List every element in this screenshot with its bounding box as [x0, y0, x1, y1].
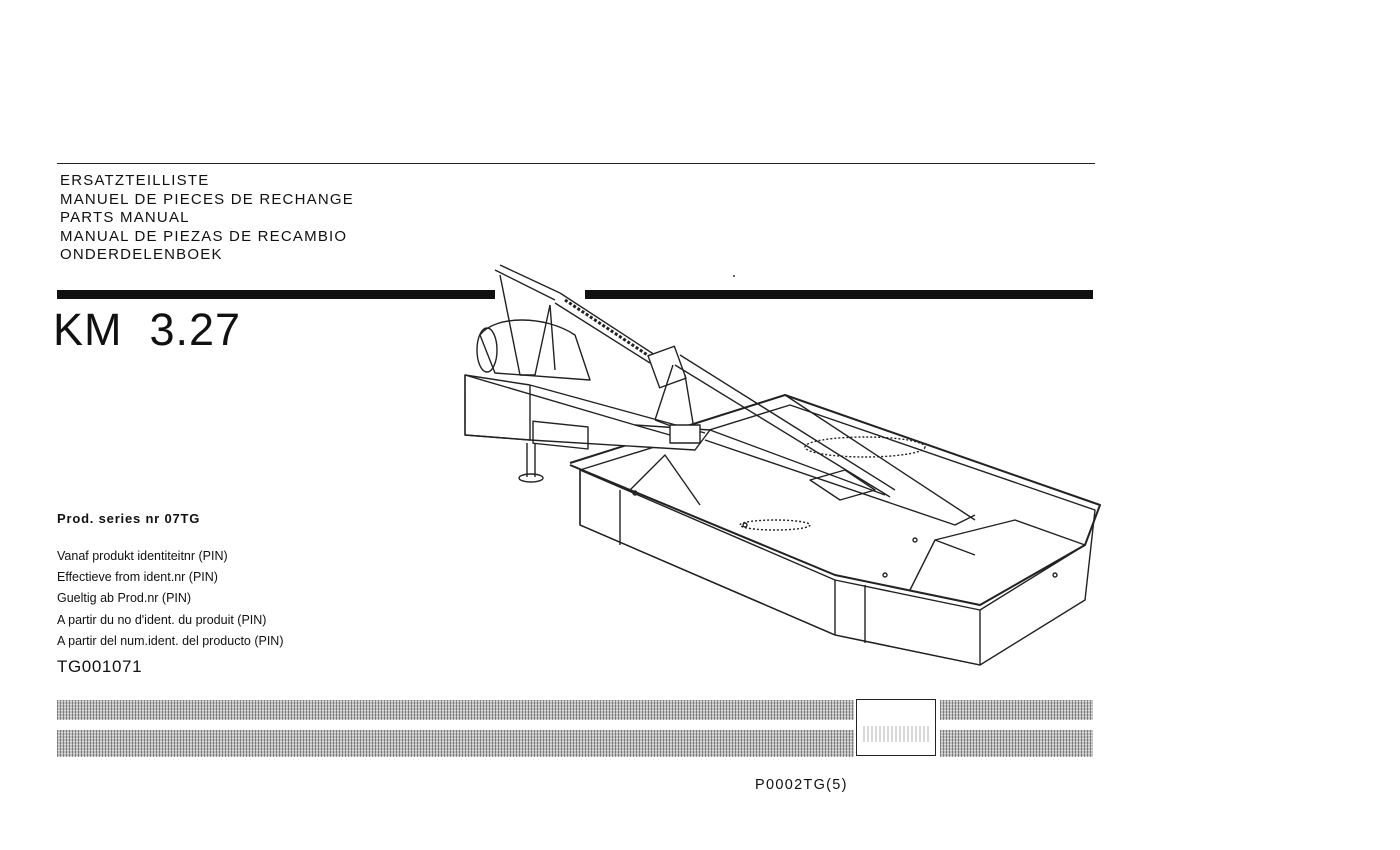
disc-mower-illustration-icon	[455, 255, 1105, 675]
title-line-de: ERSATZTEILLISTE	[60, 172, 210, 189]
logo-stamp-box	[856, 699, 936, 756]
halftone-band	[940, 700, 1093, 720]
pin-line-nl: Vanaf produkt identiteitnr (PIN)	[57, 549, 228, 563]
title-line-fr: MANUEL DE PIECES DE RECHANGE	[60, 190, 354, 208]
pin-code: TG001071	[57, 657, 143, 676]
pin-line-fr: A partir du no d'ident. du produit (PIN)	[57, 612, 267, 627]
pin-line-de: Gueltig ab Prod.nr (PIN)	[57, 591, 192, 606]
model-number: KM 3.27	[53, 304, 242, 355]
halftone-band	[57, 730, 854, 757]
top-rule	[57, 163, 1095, 164]
title-line-es: MANUAL DE PIEZAS DE RECAMBIO	[60, 227, 348, 245]
pin-validity-lines	[57, 546, 284, 652]
production-series: Prod. series nr 07TG	[57, 511, 201, 526]
title-line-nl: ONDERDELENBOEK	[60, 246, 223, 263]
pin-line-es: A partir del num.ident. del producto (PIN)	[57, 633, 284, 648]
reference-code: P0002TG(5)	[755, 777, 848, 793]
manual-titles	[60, 172, 354, 265]
title-line-en: PARTS MANUAL	[60, 209, 190, 226]
halftone-band	[940, 730, 1093, 757]
pin-line-en: Effectieve from ident.nr (PIN)	[57, 570, 218, 585]
scan-speck	[733, 275, 735, 277]
halftone-band	[57, 700, 854, 720]
